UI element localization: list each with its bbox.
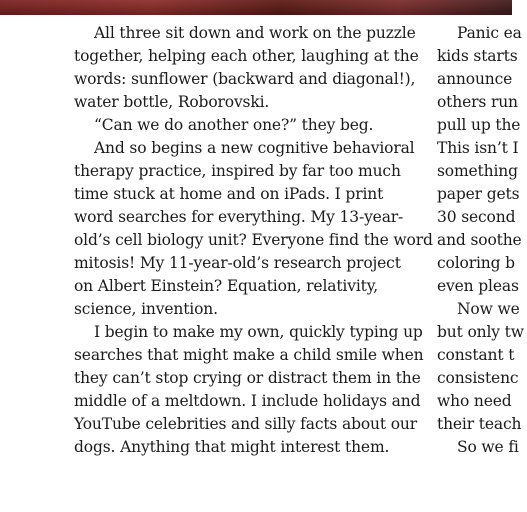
right-fragment-line: Panic ea bbox=[457, 24, 522, 42]
right-column bbox=[437, 22, 527, 459]
right-fragment-line: their teach bbox=[437, 415, 522, 433]
photo-strip bbox=[0, 0, 512, 15]
left-column bbox=[74, 22, 433, 459]
right-fragment-line: who need bbox=[437, 392, 512, 410]
body-line: searches that might make a child smile when bbox=[74, 346, 424, 364]
quote-line: “Can we do another one?” they beg. bbox=[94, 116, 374, 134]
body-line: science, invention. bbox=[74, 300, 218, 318]
body-line: old’s cell biology unit? Everyone find the word bbox=[74, 231, 433, 249]
body-line: on Albert Einstein? Equation, relativity, bbox=[74, 277, 379, 295]
right-fragment-line: and soothe bbox=[437, 231, 522, 249]
right-fragment-line: Now we bbox=[457, 300, 520, 318]
right-fragment-line: kids starts bbox=[437, 47, 518, 65]
body-line: they can’t stop crying or distract them in the bbox=[74, 369, 421, 387]
right-fragment-line: even pleas bbox=[437, 277, 519, 295]
body-line: together, helping each other, laughing at the bbox=[74, 47, 419, 65]
right-fragment-line: something bbox=[437, 162, 518, 180]
right-fragment-line: consistenc bbox=[437, 369, 519, 387]
body-line: dogs. Anything that might interest them. bbox=[74, 438, 390, 456]
right-fragment-line: coloring b bbox=[437, 254, 515, 272]
body-line: And so begins a new cognitive behavioral bbox=[94, 139, 415, 157]
right-fragment-line: So we fi bbox=[457, 438, 519, 456]
body-line: word searches for everything. My 13-year- bbox=[74, 208, 404, 226]
body-line: YouTube celebrities and silly facts about our bbox=[74, 415, 418, 433]
body-line: words: sunflower (backward and diagonal!), bbox=[74, 70, 416, 88]
body-line: therapy practice, inspired by far too much bbox=[74, 162, 401, 180]
right-fragment-line: constant t bbox=[437, 346, 515, 364]
right-fragment-line: paper gets bbox=[437, 185, 520, 203]
body-line: middle of a meltdown. I include holidays and bbox=[74, 392, 421, 410]
right-fragment-line: pull up the bbox=[437, 116, 521, 134]
right-fragment-line: but only tw bbox=[437, 323, 524, 341]
right-fragment-line: 30 second bbox=[437, 208, 516, 226]
body-line: time stuck at home and on iPads. I print bbox=[74, 185, 384, 203]
right-fragment-line: This isn’t I bbox=[437, 139, 519, 157]
body-line: mitosis! My 11-year-old’s research project bbox=[74, 254, 401, 272]
body-line: I begin to make my own, quickly typing up bbox=[94, 323, 423, 341]
body-line: All three sit down and work on the puzzle bbox=[94, 24, 416, 42]
body-line: water bottle, Roborovski. bbox=[74, 93, 270, 111]
right-fragment-line: others run bbox=[437, 93, 518, 111]
right-fragment-line: announce bbox=[437, 70, 513, 88]
